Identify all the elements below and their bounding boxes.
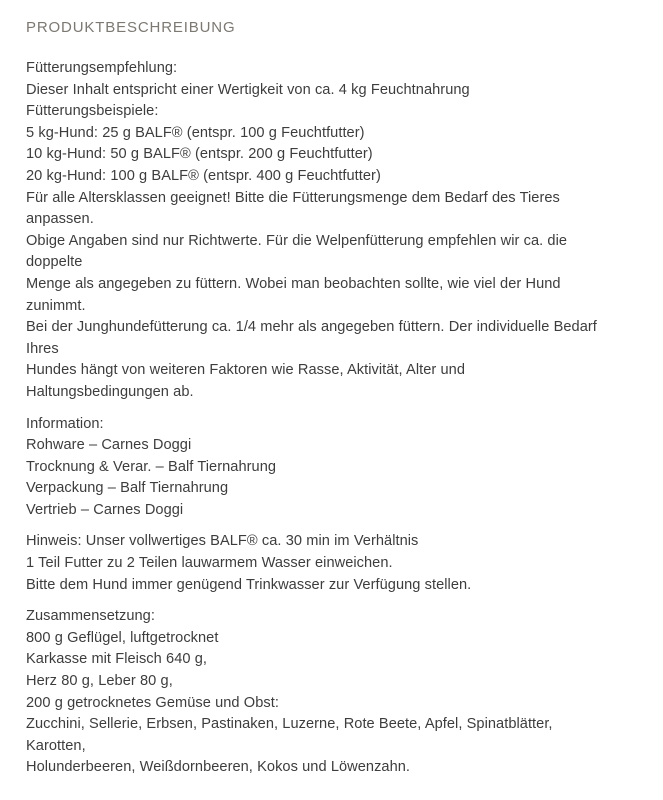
text-line: 200 g getrocknetes Gemüse und Obst:	[26, 694, 279, 711]
text-line: 1 Teil Futter zu 2 Teilen lauwarmem Wasser einweichen.	[26, 555, 393, 572]
text-line: Bei der Junghundefütterung ca. 1/4 mehr als angegeben füttern. Der individuelle Bedarf Ihres	[26, 319, 597, 357]
text-line: Information:	[26, 415, 104, 432]
text-line: Fütterungsempfehlung:	[26, 60, 178, 76]
text-line: Zusammensetzung:	[26, 608, 155, 625]
text-line: Rohware – Carnes Doggi	[26, 437, 192, 454]
text-line: Herz 80 g, Leber 80 g,	[26, 673, 173, 690]
text-line: Trocknung & Verar. – Balf Tiernahrung	[26, 458, 277, 475]
text-line: Dieser Inhalt entspricht einer Wertigkeit von ca. 4 kg Feuchtnahrung	[26, 81, 470, 98]
text-line: 10 kg-Hund: 50 g BALF® (entspr. 200 g Feuchtfutter)	[26, 146, 373, 163]
text-line: 20 kg-Hund: 100 g BALF® (entspr. 400 g Feuchtfutter)	[26, 167, 381, 184]
text-line: Obige Angaben sind nur Richtwerte. Für die Welpenfütterung empfehlen wir ca. die doppelte	[26, 232, 568, 271]
page-title: PRODUKTBESCHREIBUNG	[26, 19, 236, 36]
text-line: Karkasse mit Fleisch 640 g,	[26, 651, 208, 668]
text-line: Fütterungsbeispiele:	[26, 103, 159, 120]
text-line: Holunderbeeren, Weißdornbeeren, Kokos und Löwenzahn.	[26, 759, 411, 776]
text-line: Hinweis: Unser vollwertiges BALF® ca. 30 min im Verhältnis	[26, 533, 419, 550]
text-line: Bitte dem Hund immer genügend Trinkwasser zur Verfügung stellen.	[26, 576, 472, 593]
text-block-soaking-note	[26, 531, 609, 596]
text-block-feeding-recommendation	[26, 58, 609, 404]
text-line: Menge als angegeben zu füttern. Wobei man beobachten sollte, wie viel der Hund zunimmt.	[26, 275, 561, 314]
description-content	[0, 58, 635, 779]
text-line: 800 g Geflügel, luftgetrocknet	[26, 629, 219, 646]
text-line: Zucchini, Sellerie, Erbsen, Pastinaken, Luzerne, Rote Beete, Apfel, Spinatblätter, Karotten,	[26, 716, 553, 754]
text-block-composition	[26, 606, 609, 779]
text-line: Hundes hängt von weiteren Faktoren wie Rasse, Aktivität, Alter und Haltungsbedingungen ab.	[26, 362, 466, 400]
text-line: Vertrieb – Carnes Doggi	[26, 501, 184, 518]
text-line: Verpackung – Balf Tiernahrung	[26, 480, 229, 497]
text-block-information	[26, 414, 609, 522]
text-line: Für alle Altersklassen geeignet! Bitte die Fütterungsmenge dem Bedarf des Tieres anpassen.	[26, 189, 560, 228]
text-line: 5 kg-Hund: 25 g BALF® (entspr. 100 g Feuchtfutter)	[26, 124, 365, 141]
